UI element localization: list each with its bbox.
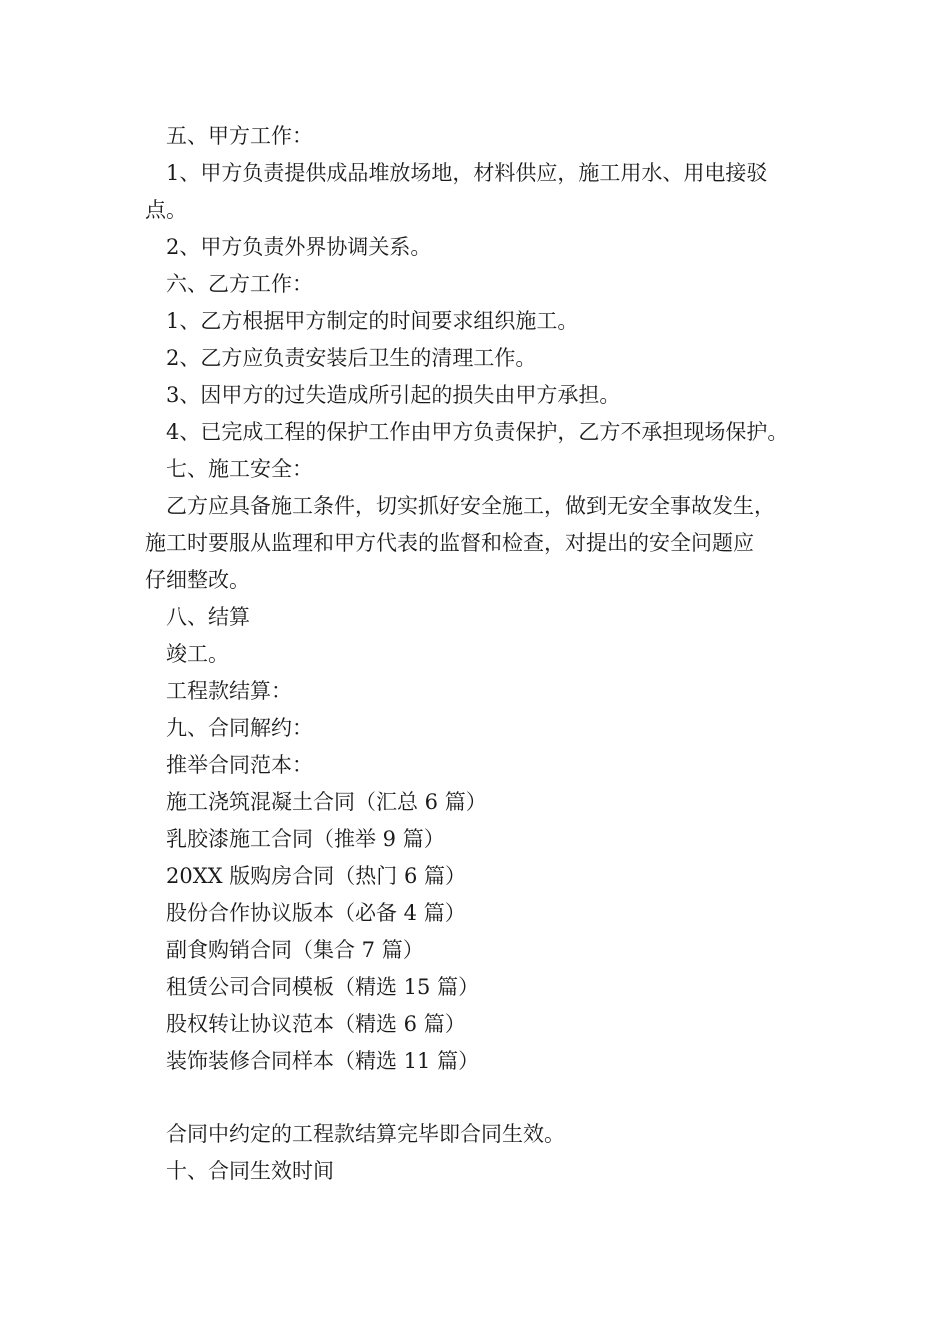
recommend-link[interactable]: 租赁公司合同模板（精选 15 篇） (166, 975, 480, 999)
section-5-item-1-continued: 点。 (145, 198, 187, 222)
section-6-item-1: 1、乙方根据甲方制定的时间要求组织施工。 (166, 309, 579, 333)
recommend-link[interactable]: 副食购销合同（集合 7 篇） (166, 938, 424, 962)
section-heading-10: 十、合同生效时间 (166, 1159, 334, 1183)
section-7-paragraph-line-1: 乙方应具备施工条件，切实抓好安全施工，做到无安全事故发生， (166, 494, 775, 518)
contract-effective-statement: 合同中约定的工程款结算完毕即合同生效。 (166, 1122, 565, 1146)
section-heading-5: 五、甲方工作： (166, 124, 313, 148)
section-8-line-1: 竣工。 (166, 642, 229, 666)
section-heading-9: 九、合同解约： (166, 716, 313, 740)
section-7-paragraph-line-2: 施工时要服从监理和甲方代表的监督和检查，对提出的安全问题应 (145, 531, 754, 555)
section-6-item-4: 4、已完成工程的保护工作由甲方负责保护，乙方不承担现场保护。 (166, 420, 789, 444)
section-5-item-2: 2、甲方负责外界协调关系。 (166, 235, 432, 259)
section-heading-6: 六、乙方工作： (166, 272, 313, 296)
document-body (145, 118, 825, 1190)
section-7-paragraph-line-3: 仔细整改。 (145, 568, 250, 592)
section-6-item-2: 2、乙方应负责安装后卫生的清理工作。 (166, 346, 537, 370)
recommend-link[interactable]: 20XX 版购房合同（热门 6 篇） (166, 864, 467, 888)
recommend-link[interactable]: 施工浇筑混凝土合同（汇总 6 篇） (166, 790, 487, 814)
section-8-line-2: 工程款结算： (166, 679, 292, 703)
blank-line (145, 1080, 825, 1116)
recommend-heading: 推举合同范本： (166, 753, 313, 777)
recommend-link[interactable]: 装饰装修合同样本（精选 11 篇） (166, 1049, 480, 1073)
recommend-link[interactable]: 股份合作协议版本（必备 4 篇） (166, 901, 466, 925)
recommend-link[interactable]: 股权转让协议范本（精选 6 篇） (166, 1012, 466, 1036)
recommend-link[interactable]: 乳胶漆施工合同（推举 9 篇） (166, 827, 445, 851)
section-heading-8: 八、结算 (166, 605, 250, 629)
section-heading-7: 七、施工安全： (166, 457, 313, 481)
section-6-item-3: 3、因甲方的过失造成所引起的损失由甲方承担。 (166, 383, 621, 407)
section-5-item-1: 1、甲方负责提供成品堆放场地，材料供应，施工用水、用电接驳 (166, 161, 768, 185)
